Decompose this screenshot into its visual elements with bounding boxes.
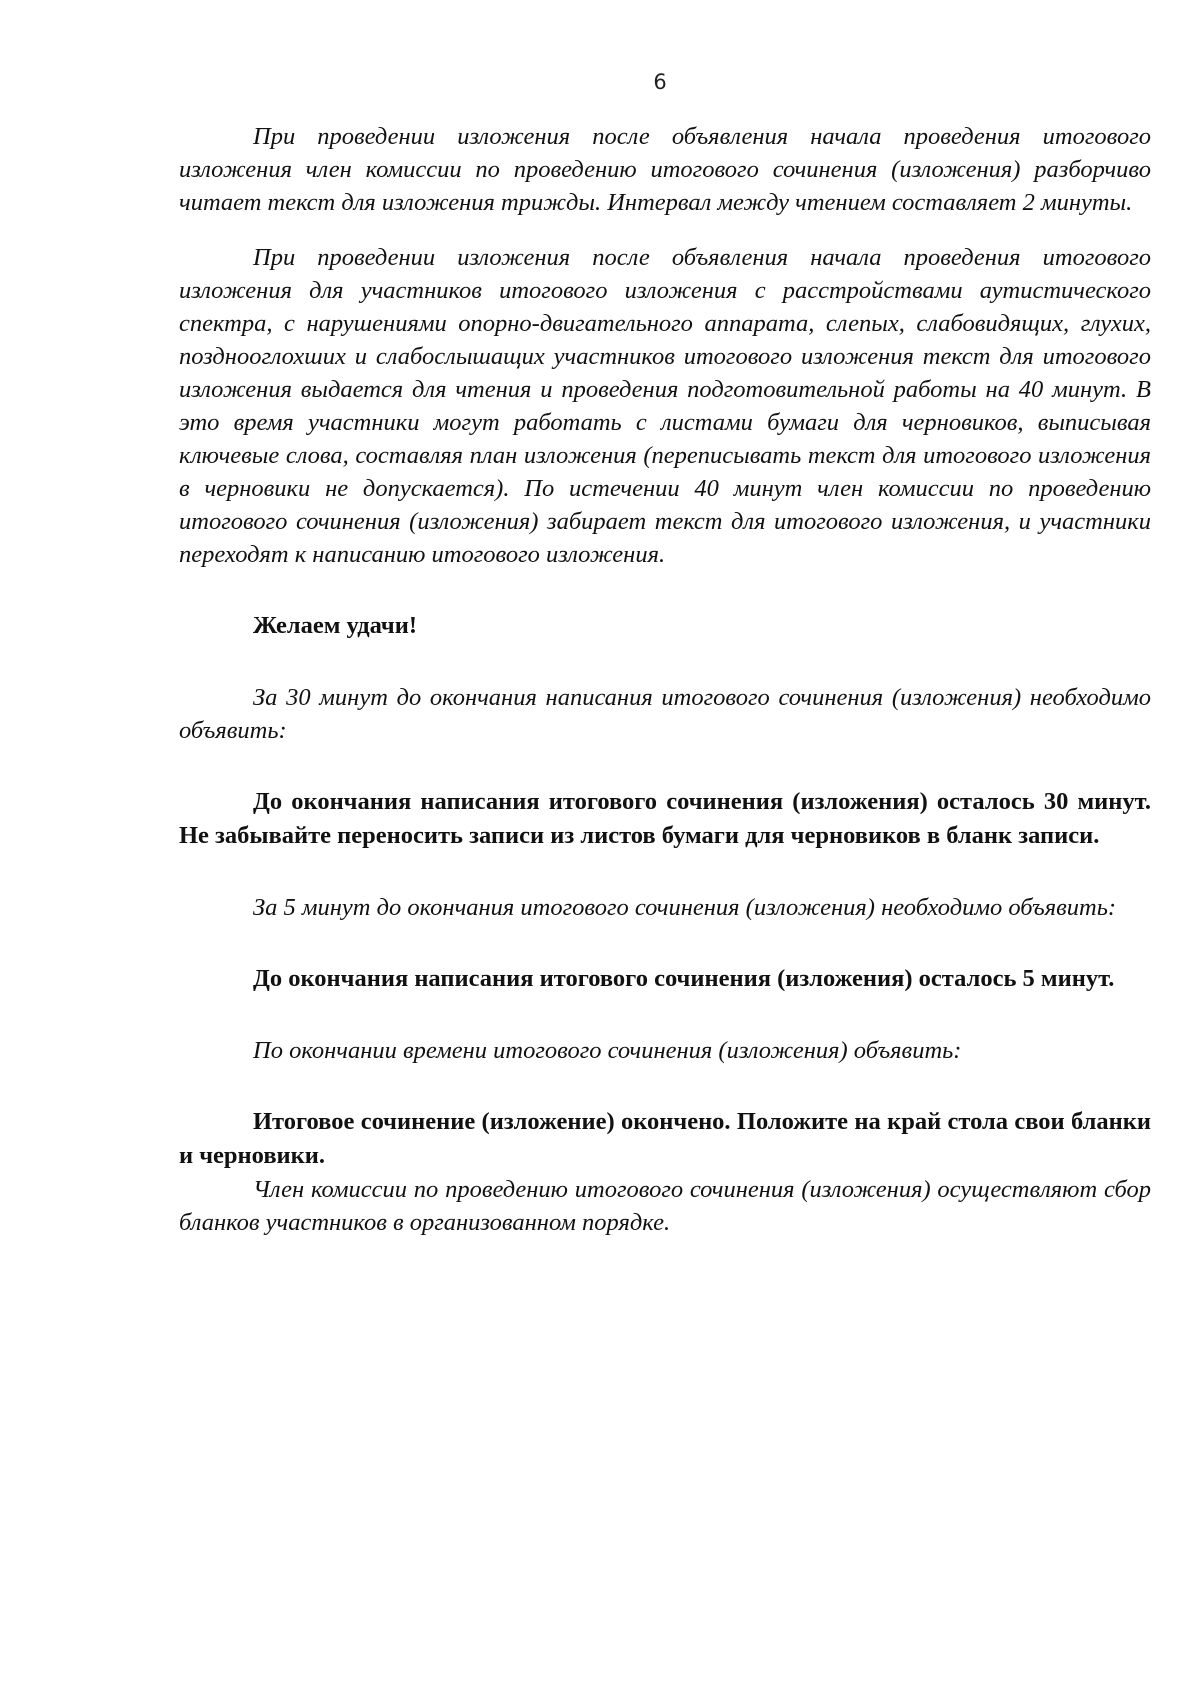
- paragraph-good-luck: Желаем удачи!: [253, 612, 417, 639]
- paragraph-end-notice-label: По окончании времени итогового сочинения (изложения) объявить:: [253, 1037, 962, 1064]
- page-number: 6: [653, 70, 667, 94]
- paragraph-collection-instructions: Член комиссии по проведению итогового сочинения (изложения) осуществляют сбор бланков участников в организованном порядке.: [179, 1176, 1151, 1236]
- paragraph-5-min-announcement: До окончания написания итогового сочинения (изложения) осталось 5 минут.: [253, 965, 1115, 992]
- document-body: [179, 120, 1151, 1239]
- paragraph-30-min-notice-label: За 30 минут до окончания написания итогового сочинения (изложения) необходимо объявить:: [179, 684, 1151, 744]
- paragraph-end-announcement: Итоговое сочинение (изложение) окончено. Положите на край стола свои бланки и черновики.: [179, 1108, 1151, 1169]
- paragraph-special-participants-instructions: При проведении изложения после объявления начала проведения итогового изложения для участников итогового изложения с расстройствами аутистического спектра, с нарушениями опорно-двигательного аппарата, слепых, слабовидящих, глухих, позднооглохших и слабослышащих участников итогового изложения текст для итогового изложения выдается для чтения и проведения подготовительной работы на 40 минут. В это время участники могут работать с листами бумаги для черновиков, выписывая ключевые слова, составляя план изложения (переписывать текст для итогового изложения в черновики не допускается). По истечении 40 минут член комиссии по проведению итогового сочинения (изложения) забирает текст для итогового изложения, и участники переходят к написанию итогового изложения.: [179, 244, 1151, 568]
- paragraph-5-min-notice-label: За 5 минут до окончания итогового сочинения (изложения) необходимо объявить:: [253, 894, 1117, 921]
- paragraph-reading-instructions: При проведении изложения после объявления начала проведения итогового изложения член комиссии по проведению итогового сочинения (изложения) разборчиво читает текст для изложения трижды. Интервал между чтением составляет 2 минуты.: [179, 123, 1151, 216]
- paragraph-30-min-announcement: До окончания написания итогового сочинения (изложения) осталось 30 минут. Не забывайте переносить записи из листов бумаги для черновиков в бланк записи.: [179, 788, 1151, 849]
